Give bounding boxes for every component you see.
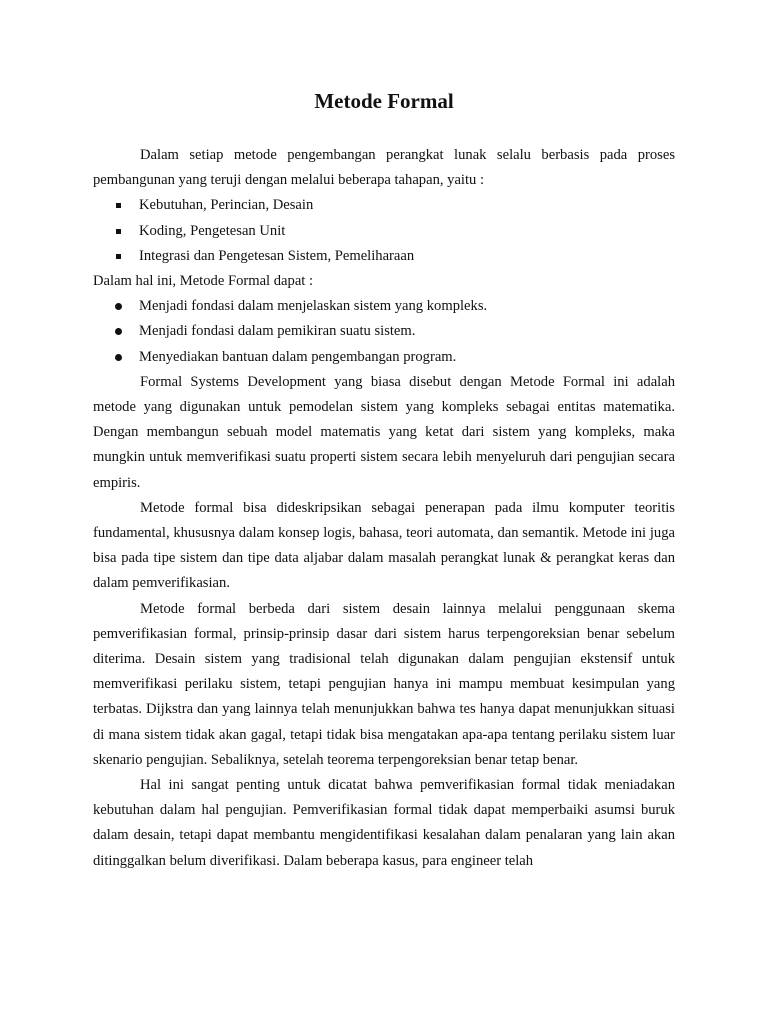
body-paragraph-definition: Formal Systems Development yang biasa disebut dengan Metode Formal ini adalah metode yang digunakan untuk pemodelan sistem yang kompleks sebagai entitas matematika. Dengan membangun sebuah model matematis yang ketat dari sistem yang kompleks, maka mungkin untuk memverifikasi suatu properti sistem secara lebih menyeluruh dari pengujian secara empiris. [93, 373, 675, 491]
list-item [93, 244, 675, 269]
list-item [93, 345, 675, 370]
list-item-text: Menjadi fondasi dalam menjelaskan sistem yang kompleks. [139, 298, 488, 315]
list-item-text: Integrasi dan Pengetesan Sistem, Pemeliharaan [139, 247, 415, 264]
document-page [93, 86, 675, 874]
list-item-text: Koding, Pengetesan Unit [139, 222, 286, 239]
capabilities-list [93, 294, 675, 370]
list-item [93, 294, 675, 319]
stages-list [93, 193, 675, 269]
intro-paragraph: Dalam setiap metode pengembangan perangkat lunak selalu berbasis pada proses pembangunan yang teruji dengan melalui beberapa tahapan, yaitu : [93, 147, 675, 189]
body-paragraph-description: Metode formal bisa dideskripsikan sebagai penerapan pada ilmu komputer teoritis fundamental, khususnya dalam konsep logis, bahasa, teori automata, dan semantik. Metode ini juga bisa pada tipe sistem dan tipe data aljabar dalam masalah perangkat lunak & perangkat keras dan dalam pemverifikasian. [93, 499, 675, 592]
lead-line: Dalam hal ini, Metode Formal dapat : [93, 273, 314, 290]
list-item [93, 219, 675, 244]
list-item-text: Kebutuhan, Perincian, Desain [139, 197, 314, 214]
list-item [93, 319, 675, 344]
body-paragraph-testing: Hal ini sangat penting untuk dicatat bahwa pemverifikasian formal tidak meniadakan kebutuhan dalam hal pengujian. Pemverifikasian formal tidak dapat memperbaiki asumsi buruk dalam desain, tetapi dapat membantu mengidentifikasi kesalahan dalam penalaran yang lain akan ditinggalkan belum diverifikasi. Dalam beberapa kasus, para engineer telah [93, 777, 675, 869]
list-item-text: Menjadi fondasi dalam pemikiran suatu sistem. [139, 323, 416, 340]
list-item-text: Menyediakan bantuan dalam pengembangan program. [139, 348, 457, 365]
body-paragraph-comparison: Metode formal berbeda dari sistem desain lainnya melalui penggunaan skema pemverifikasian formal, prinsip-prinsip dasar dari sistem harus terpengoreksian benar sebelum diterima. Desain sistem yang tradisional telah digunakan dalam pengujian ekstensif untuk memverifikasi perilaku sistem, tetapi pengujian hanya ini mampu membuat kesimpulan yang terbatas. Dijkstra dan yang lainnya telah menunjukkan bahwa tes hanya dapat menunjukkan situasi di mana sistem tidak akan gagal, tetapi tidak bisa mengatakan apa-apa tentang perilaku sistem luar skenario pengujian. Sebaliknya, setelah teorema terpengoreksian benar tetap benar. [93, 600, 675, 768]
list-item [93, 193, 675, 218]
document-title: Metode Formal [314, 89, 454, 113]
